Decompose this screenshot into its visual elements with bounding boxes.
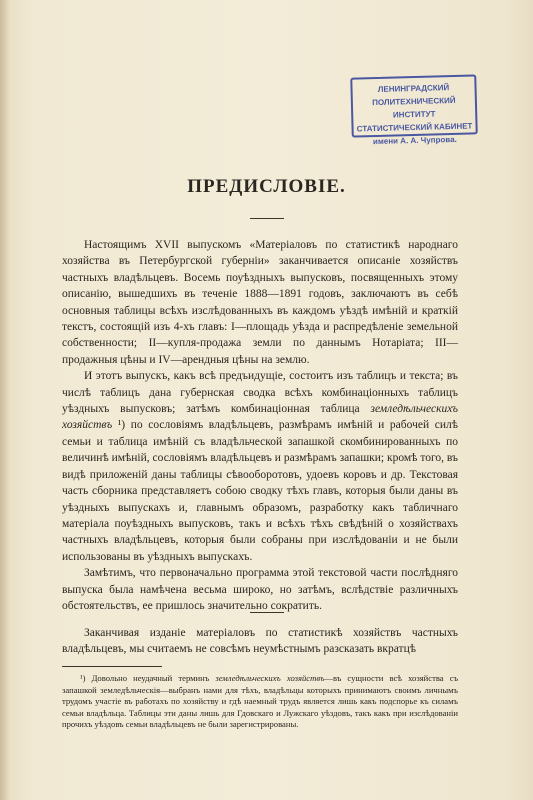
library-stamp	[350, 74, 478, 147]
title-divider	[250, 218, 284, 219]
paragraph-2-italic: земледѣльческихъ хозяйствъ	[62, 403, 458, 432]
footnote-divider	[62, 666, 162, 667]
footnote-part-b: —въ сущности всѣ хозяйства съ запашкой земледѣльческія—выбранъ нами для тѣхъ, владѣльцы которыхъ принимаютъ своимъ личнымъ трудомъ участіе въ работахъ по хозяйству и гдѣ наемный трудъ является лишь какъ подспорье къ силамъ семьи владѣльца. Таблицы эти даны лишь для Гдовскаго и Лужскаго уѣздовъ, такъ какъ при изслѣдованіи прочихъ уѣздовъ семьи владѣльцевъ не были зарегистрированы.	[62, 673, 459, 730]
footnote	[62, 673, 458, 731]
main-text	[62, 237, 458, 614]
paragraph-2-part-a: И этотъ выпускъ, какъ всѣ предъидущіе, состоитъ изъ таблицъ и текста; въ числѣ таблицъ дана губернская сводка всѣхъ комбинаціонныхъ таблицъ уѣздныхъ выпусковъ; затѣмъ комбинаціонная таблица	[62, 370, 458, 416]
footnote-italic: земледѣльческихъ хозяйствъ	[215, 673, 325, 683]
paragraph-2-part-b: ¹) по сословіямъ владѣльцевъ, размѣрамъ имѣній и рабочей силѣ семьи и таблица имѣній съ владѣльческой запашкой скомбинированныхъ по величинѣ имѣній, сословіямъ владѣльцевъ и размѣрамъ запашки; кромѣ того, въ видѣ приложеній даны таблицы сѣвооборотовъ, удоевъ коровъ и др. Текстовая часть сборника представляетъ собою сводку тѣхъ главъ, которыя были даны въ уѣздныхъ выпускахъ и, главнымъ образомъ, разработку какъ табличнаго матеріала поуѣздныхъ выпусковъ, такъ и всѣхъ тѣхъ свѣдѣній о хозяйствахъ частныхъ владѣльцевъ, которыя были собраны при изслѣдованіи и не были использованы въ уѣздныхъ выпускахъ.	[62, 419, 458, 563]
stamp-line-1: ЛЕНИНГРАДСКИЙ	[377, 83, 450, 94]
closing-text	[62, 625, 458, 658]
stamp-line-3: СТАТИСТИЧЕСКИЙ КАБИНЕТ	[356, 121, 473, 134]
stamp-line-4: имени А. А. Чупрова.	[372, 134, 457, 147]
paragraph-4: Заканчивая изданіе матеріаловъ по статистикѣ хозяйствъ частныхъ владѣльцевъ, мы считаемъ не совсѣмъ неумѣстнымъ разсказать вкратцѣ	[62, 627, 458, 656]
stamp-line-2: ПОЛИТЕХНИЧЕСКИЙ ИНСТИТУТ	[372, 95, 456, 120]
page-title: ПРЕДИСЛОВІЕ.	[187, 176, 346, 197]
section-divider	[250, 612, 284, 613]
paragraph-1: Настоящимъ XVII выпускомъ «Матеріаловъ по статистикѣ народнаго хозяйства въ Петербургской губерніи» заканчивается описаніе хозяйствъ частныхъ владѣльцевъ. Восемь поуѣздныхъ выпусковъ, посвященныхъ этому описанію, вышедшихъ въ теченіе 1888—1891 годовъ, заключаютъ въ себѣ основныя таблицы всѣхъ изслѣдованныхъ въ каждомъ уѣздѣ имѣній и краткій текстъ, состоящій изъ 4-хъ главъ: I—площадь уѣзда и распредѣленіе земельной собственности; II—купля-продажа земли по даннымъ Нотаріата; III—продажныя цѣны и IV—арендныя цѣны на землю.	[62, 239, 458, 366]
binding-shadow	[0, 0, 10, 800]
footnote-part-a: ¹) Довольно неудачный терминъ	[80, 673, 216, 683]
paragraph-3: Замѣтимъ, что первоначально программа этой текстовой части послѣдняго выпуска была намѣчена весьма широко, но затѣмъ, вслѣдствіе различныхъ обстоятельствъ, ее пришлось значительно сократить.	[62, 567, 458, 612]
paragraph-2	[62, 368, 458, 565]
footnote-text	[62, 673, 458, 731]
